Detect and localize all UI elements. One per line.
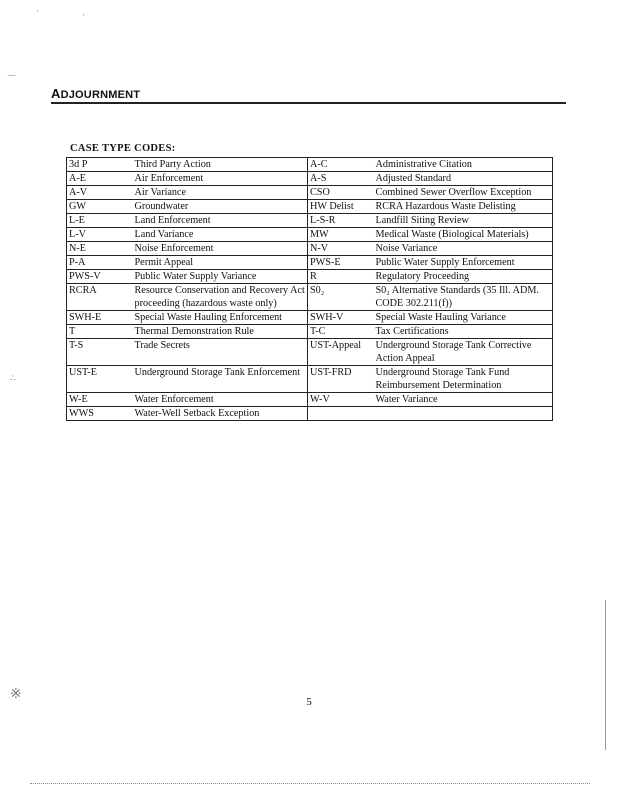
case-code-cell: SWH-V bbox=[308, 311, 374, 325]
page-number: 5 bbox=[306, 696, 312, 708]
case-code-cell: A-C bbox=[308, 158, 374, 172]
case-description-cell: Medical Waste (Biological Materials) bbox=[374, 228, 553, 242]
table-row bbox=[67, 366, 553, 393]
case-code-cell: UST-Appeal bbox=[308, 339, 374, 366]
case-description-cell: Resource Conservation and Recovery Act proceeding (hazardous waste only) bbox=[133, 284, 308, 311]
case-code-cell: A-V bbox=[67, 186, 133, 200]
case-description-cell: Special Waste Hauling Variance bbox=[374, 311, 553, 325]
case-description-cell: Combined Sewer Overflow Exception bbox=[374, 186, 553, 200]
case-description-cell: S0₂ Alternative Standards (35 Ill. ADM. CODE 302.211(f)) bbox=[374, 284, 553, 311]
case-description-cell: Air Enforcement bbox=[133, 172, 308, 186]
table-row bbox=[67, 256, 553, 270]
table-row bbox=[67, 200, 553, 214]
table-row bbox=[67, 407, 553, 421]
case-description-cell: Special Waste Hauling Enforcement bbox=[133, 311, 308, 325]
case-description-cell: Regulatory Proceeding bbox=[374, 270, 553, 284]
section-heading bbox=[51, 86, 140, 101]
scan-speck: · bbox=[36, 6, 39, 16]
case-code-cell: PWS-V bbox=[67, 270, 133, 284]
case-code-cell: GW bbox=[67, 200, 133, 214]
case-description-cell: Noise Enforcement bbox=[133, 242, 308, 256]
case-code-cell: A-E bbox=[67, 172, 133, 186]
case-code-cell: UST-FRD bbox=[308, 366, 374, 393]
case-code-cell: N-V bbox=[308, 242, 374, 256]
scan-edge-line bbox=[605, 600, 606, 750]
case-description-cell: RCRA Hazardous Waste Delisting bbox=[374, 200, 553, 214]
case-description-cell: Land Enforcement bbox=[133, 214, 308, 228]
scan-bottom-noise bbox=[30, 783, 590, 785]
case-description-cell: Third Party Action bbox=[133, 158, 308, 172]
case-description-cell: Thermal Demonstration Rule bbox=[133, 325, 308, 339]
table-row bbox=[67, 311, 553, 325]
case-code-cell: PWS-E bbox=[308, 256, 374, 270]
case-description-cell: Land Variance bbox=[133, 228, 308, 242]
case-code-cell: HW Delist bbox=[308, 200, 374, 214]
table-row bbox=[67, 186, 553, 200]
case-description-cell: Air Variance bbox=[133, 186, 308, 200]
case-code-cell: WWS bbox=[67, 407, 133, 421]
case-code-cell: W-E bbox=[67, 393, 133, 407]
case-code-cell: T bbox=[67, 325, 133, 339]
case-code-cell: SWH-E bbox=[67, 311, 133, 325]
case-description-cell: Trade Secrets bbox=[133, 339, 308, 366]
table-row bbox=[67, 228, 553, 242]
case-description-cell: Water Enforcement bbox=[133, 393, 308, 407]
case-description-cell: Tax Certifications bbox=[374, 325, 553, 339]
case-description-cell: Permit Appeal bbox=[133, 256, 308, 270]
table-row bbox=[67, 158, 553, 172]
case-code-cell: RCRA bbox=[67, 284, 133, 311]
table-row bbox=[67, 242, 553, 256]
case-code-cell: 3d P bbox=[67, 158, 133, 172]
table-row bbox=[67, 325, 553, 339]
case-code-cell: N-E bbox=[67, 242, 133, 256]
case-type-codes-table bbox=[66, 157, 553, 421]
table-caption: CASE TYPE CODES: bbox=[70, 143, 176, 154]
case-description-cell: Groundwater bbox=[133, 200, 308, 214]
case-description-cell bbox=[374, 407, 553, 421]
case-code-cell bbox=[308, 407, 374, 421]
case-code-cell: L-V bbox=[67, 228, 133, 242]
scan-speck: ‿ bbox=[8, 66, 16, 76]
case-code-cell: T-C bbox=[308, 325, 374, 339]
case-description-cell: Noise Variance bbox=[374, 242, 553, 256]
table-row bbox=[67, 393, 553, 407]
case-description-cell: Water-Well Setback Exception bbox=[133, 407, 308, 421]
case-description-cell: Landfill Siting Review bbox=[374, 214, 553, 228]
scan-speck: ※ bbox=[10, 687, 22, 702]
case-type-codes-body bbox=[67, 158, 553, 421]
section-heading-initial: A bbox=[51, 86, 61, 101]
case-code-cell: CSO bbox=[308, 186, 374, 200]
case-description-cell: Administrative Citation bbox=[374, 158, 553, 172]
section-heading-rest: DJOURNMENT bbox=[60, 89, 141, 101]
case-description-cell: Water Variance bbox=[374, 393, 553, 407]
case-code-cell: S0₂ bbox=[308, 284, 374, 311]
scan-speck: ∴ bbox=[10, 373, 16, 383]
case-code-cell: R bbox=[308, 270, 374, 284]
table-row bbox=[67, 270, 553, 284]
case-code-cell: W-V bbox=[308, 393, 374, 407]
table-row bbox=[67, 339, 553, 366]
case-code-cell: L-E bbox=[67, 214, 133, 228]
table-row bbox=[67, 172, 553, 186]
case-code-cell: A-S bbox=[308, 172, 374, 186]
case-description-cell: Underground Storage Tank Fund Reimbursement Determination bbox=[374, 366, 553, 393]
case-description-cell: Public Water Supply Variance bbox=[133, 270, 308, 284]
table-row bbox=[67, 284, 553, 311]
case-description-cell: Adjusted Standard bbox=[374, 172, 553, 186]
case-code-cell: L-S-R bbox=[308, 214, 374, 228]
case-code-cell: MW bbox=[308, 228, 374, 242]
case-description-cell: Underground Storage Tank Corrective Action Appeal bbox=[374, 339, 553, 366]
case-description-cell: Underground Storage Tank Enforcement bbox=[133, 366, 308, 393]
case-code-cell: P-A bbox=[67, 256, 133, 270]
case-code-cell: UST-E bbox=[67, 366, 133, 393]
heading-rule bbox=[51, 102, 566, 104]
case-code-cell: T-S bbox=[67, 339, 133, 366]
table-row bbox=[67, 214, 553, 228]
case-description-cell: Public Water Supply Enforcement bbox=[374, 256, 553, 270]
scan-speck: · bbox=[82, 10, 85, 20]
